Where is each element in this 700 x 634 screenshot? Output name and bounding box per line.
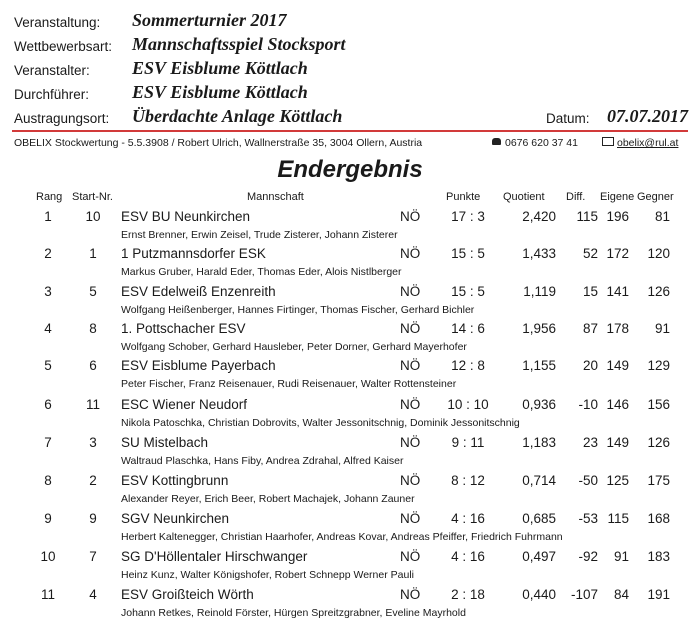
region-cell: NÖ	[400, 511, 421, 526]
team-name: SU Mistelbach	[121, 435, 209, 450]
col-header-quotient: Quotient	[503, 191, 545, 203]
start-number-cell: 9	[89, 511, 97, 526]
region-cell: NÖ	[400, 209, 421, 224]
team-name: ESV Eisblume Payerbach	[121, 358, 276, 373]
email-link[interactable]: obelix@rul.at	[617, 137, 679, 149]
team-members: Heinz Kunz, Walter Königshofer, Robert Schnepp Werner Pauli	[121, 569, 414, 581]
team-members: Wolfgang Schober, Gerhard Hausleber, Peter Dorner, Gerhard Mayerhofer	[121, 341, 467, 353]
opponent-score-cell: 120	[647, 246, 670, 261]
points-cell: 2 : 18	[451, 587, 485, 602]
team-members: Nikola Patoschka, Christian Dobrovits, Walter Jessonitschnig, Dominik Jessonitschnig	[121, 417, 520, 429]
start-number-cell: 3	[89, 435, 97, 450]
region-cell: NÖ	[400, 587, 421, 602]
quotient-cell: 1,155	[522, 358, 556, 373]
header-label: Wettbewerbsart:	[14, 39, 113, 54]
datum-value: 07.07.2017	[607, 106, 688, 126]
col-header-diff: Diff.	[566, 191, 586, 203]
start-number-cell: 6	[89, 358, 97, 373]
opponent-score-cell: 129	[647, 358, 670, 373]
team-name: SGV Neunkirchen	[121, 511, 230, 526]
own-score-cell: 149	[606, 435, 629, 450]
table-row	[0, 549, 700, 587]
opponent-score-cell: 191	[647, 587, 670, 602]
opponent-score-cell: 81	[654, 209, 670, 224]
rank-cell: 6	[44, 397, 52, 412]
opponent-score-cell: 156	[647, 397, 670, 412]
start-number-cell: 10	[85, 209, 101, 224]
envelope-icon	[602, 137, 614, 146]
header-value: ESV Eisblume Köttlach	[132, 82, 308, 102]
quotient-cell: 0,936	[522, 397, 556, 412]
diff-cell: 115	[576, 209, 598, 224]
start-number-cell: 8	[89, 321, 97, 336]
team-name: 1. Pottschacher ESV	[121, 321, 246, 336]
datum-label: Datum:	[546, 111, 590, 126]
diff-cell: -92	[578, 549, 598, 564]
quotient-cell: 0,497	[522, 549, 556, 564]
own-score-cell: 149	[606, 358, 629, 373]
team-name: ESV Kottingbrunn	[121, 473, 229, 488]
own-score-cell: 141	[606, 284, 629, 299]
phone-number: 0676 620 37 41	[505, 137, 578, 149]
col-header-eigene: Eigene	[600, 191, 635, 203]
points-cell: 9 : 11	[451, 435, 485, 450]
col-header-punkte: Punkte	[446, 191, 481, 203]
own-score-cell: 146	[606, 397, 629, 412]
team-name: ESV BU Neunkirchen	[121, 209, 251, 224]
quotient-cell: 0,685	[522, 511, 556, 526]
quotient-cell: 1,956	[522, 321, 556, 336]
team-name: ESV Edelweiß Enzenreith	[121, 284, 276, 299]
header-value: Mannschaftsspiel Stocksport	[132, 34, 346, 54]
points-cell: 4 : 16	[451, 511, 485, 526]
region-cell: NÖ	[400, 358, 421, 373]
header-value: Sommerturnier 2017	[132, 10, 287, 30]
diff-cell: -50	[578, 473, 598, 488]
points-cell: 15 : 5	[451, 284, 485, 299]
start-number-cell: 2	[89, 473, 97, 488]
team-members: Johann Retkes, Reinold Förster, Hürgen Spreitzgrabner, Eveline Mayrhold	[121, 607, 466, 619]
quotient-cell: 1,183	[522, 435, 556, 450]
team-members: Ernst Brenner, Erwin Zeisel, Trude Zisterer, Johann Zisterer	[121, 229, 398, 241]
table-row	[0, 209, 700, 247]
region-cell: NÖ	[400, 435, 421, 450]
rank-cell: 10	[40, 549, 56, 564]
start-number-cell: 7	[89, 549, 97, 564]
table-row	[0, 321, 700, 359]
header-divider	[12, 130, 688, 132]
diff-cell: 87	[582, 321, 598, 336]
opponent-score-cell: 175	[647, 473, 670, 488]
start-number-cell: 4	[89, 587, 97, 602]
table-row	[0, 473, 700, 511]
quotient-cell: 1,119	[523, 284, 556, 299]
header-label: Durchführer:	[14, 87, 90, 102]
header-row-durchfuehrer	[14, 82, 690, 104]
region-cell: NÖ	[400, 473, 421, 488]
team-name: ESC Wiener Neudorf	[121, 397, 248, 412]
start-number-cell: 1	[89, 246, 97, 261]
rank-cell: 5	[44, 358, 52, 373]
own-score-cell: 91	[613, 549, 629, 564]
opponent-score-cell: 126	[647, 435, 670, 450]
table-row	[0, 587, 700, 625]
header-value: Überdachte Anlage Köttlach	[132, 106, 343, 126]
diff-cell: 23	[582, 435, 598, 450]
points-cell: 14 : 6	[451, 321, 485, 336]
rank-cell: 7	[44, 435, 52, 450]
points-cell: 4 : 16	[451, 549, 485, 564]
table-row	[0, 511, 700, 549]
table-row	[0, 435, 700, 473]
rank-cell: 4	[44, 321, 52, 336]
table-row	[0, 284, 700, 322]
header-value: ESV Eisblume Köttlach	[132, 58, 308, 78]
rank-cell: 8	[44, 473, 52, 488]
rank-cell: 9	[44, 511, 52, 526]
region-cell: NÖ	[400, 321, 421, 336]
diff-cell: -10	[578, 397, 598, 412]
quotient-cell: 0,440	[522, 587, 556, 602]
team-members: Alexander Reyer, Erich Beer, Robert Machajek, Johann Zauner	[121, 493, 415, 505]
col-header-gegner: Gegner	[637, 191, 674, 203]
col-header-start: Start-Nr.	[72, 191, 113, 203]
region-cell: NÖ	[400, 397, 421, 412]
opponent-score-cell: 126	[647, 284, 670, 299]
rank-cell: 3	[44, 284, 52, 299]
header-row-veranstalter	[14, 58, 690, 80]
software-info: OBELIX Stockwertung - 5.5.3908 / Robert Ulrich, Wallnerstraße 35, 3004 Ollern, Austria	[14, 137, 423, 149]
header-label: Veranstalter:	[14, 63, 90, 78]
email-info[interactable]	[602, 137, 678, 149]
points-cell: 8 : 12	[451, 473, 485, 488]
region-cell: NÖ	[400, 246, 421, 261]
quotient-cell: 2,420	[522, 209, 556, 224]
own-score-cell: 115	[607, 511, 629, 526]
diff-cell: 15	[582, 284, 598, 299]
table-row	[0, 358, 700, 396]
team-name: SG D'Höllentaler Hirschwanger	[121, 549, 308, 564]
header-label: Veranstaltung:	[14, 15, 101, 30]
rank-cell: 11	[40, 587, 55, 602]
points-cell: 12 : 8	[451, 358, 485, 373]
col-header-team: Mannschaft	[247, 191, 304, 203]
region-cell: NÖ	[400, 549, 421, 564]
team-name: ESV Groißteich Wörth	[121, 587, 254, 602]
quotient-cell: 1,433	[522, 246, 556, 261]
rank-cell: 1	[44, 209, 52, 224]
team-members: Peter Fischer, Franz Reisenauer, Rudi Reisenauer, Walter Rottensteiner	[121, 378, 457, 390]
points-cell: 17 : 3	[451, 209, 485, 224]
phone-icon	[492, 138, 501, 145]
team-members: Herbert Kaltenegger, Christian Haarhofer, Andreas Kovar, Andreas Pfeiffer, Friedrich Fuhrmann	[121, 531, 563, 543]
team-name: 1 Putzmannsdorfer ESK	[121, 246, 266, 261]
phone-info	[492, 137, 578, 149]
diff-cell: 52	[582, 246, 598, 261]
own-score-cell: 178	[606, 321, 629, 336]
header-row-wettbewerbsart	[14, 34, 690, 56]
header-label: Austragungsort:	[14, 111, 110, 126]
diff-cell: -53	[578, 511, 598, 526]
rank-cell: 2	[44, 246, 52, 261]
own-score-cell: 125	[606, 473, 629, 488]
region-cell: NÖ	[400, 284, 421, 299]
diff-cell: -107	[570, 587, 598, 602]
start-number-cell: 11	[85, 397, 100, 412]
quotient-cell: 0,714	[522, 473, 556, 488]
start-number-cell: 5	[89, 284, 97, 299]
opponent-score-cell: 91	[654, 321, 670, 336]
opponent-score-cell: 183	[647, 549, 670, 564]
own-score-cell: 196	[606, 209, 629, 224]
table-row	[0, 397, 700, 435]
points-cell: 15 : 5	[451, 246, 485, 261]
header-row-austragungsort	[14, 106, 690, 128]
own-score-cell: 172	[606, 246, 629, 261]
own-score-cell: 84	[613, 587, 629, 602]
team-members: Waltraud Plaschka, Hans Fiby, Andrea Zdrahal, Alfred Kaiser	[121, 455, 404, 467]
header-row-veranstaltung	[14, 10, 690, 32]
team-members: Wolfgang Heißenberger, Hannes Firtinger, Thomas Fischer, Gerhard Bichler	[121, 304, 475, 316]
page-title: Endergebnis	[277, 156, 423, 183]
col-header-rang: Rang	[36, 191, 63, 203]
diff-cell: 20	[582, 358, 598, 373]
points-cell: 10 : 10	[447, 397, 489, 412]
team-members: Markus Gruber, Harald Eder, Thomas Eder, Alois Nistlberger	[121, 266, 402, 278]
table-row	[0, 246, 700, 284]
opponent-score-cell: 168	[647, 511, 670, 526]
